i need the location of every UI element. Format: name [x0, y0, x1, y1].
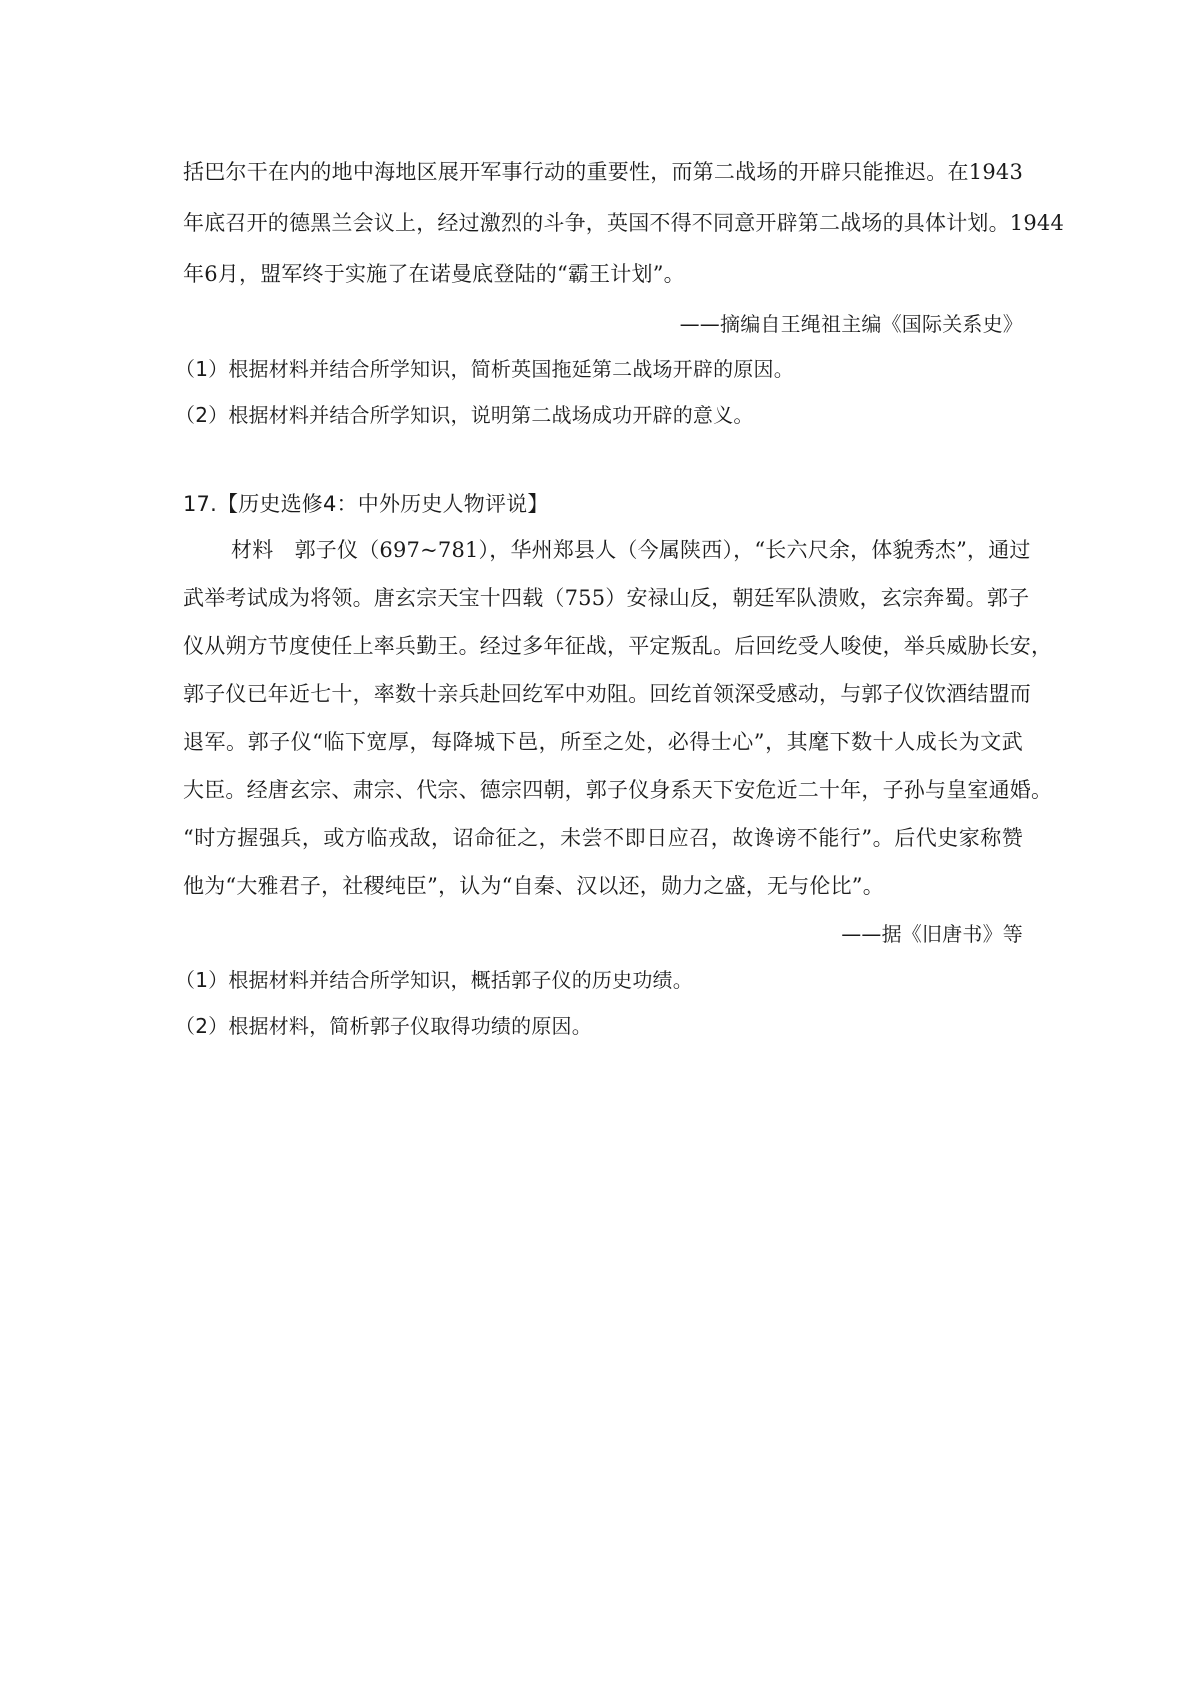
passage1-line-1: 括巴尔干在内的地中海地区展开军事行动的重要性，而第二战场的开辟只能推迟。在1943 — [183, 160, 1023, 184]
section17-line-8: 他为“大雅君子，社稷纯臣”，认为“自秦、汉以还，勋力之盛，无与伦比”。 — [183, 874, 884, 898]
question-17-2: （2）根据材料，简析郭子仪取得功绩的原因。 — [175, 1014, 592, 1038]
question-1-1: （1）根据材料并结合所学知识，简析英国拖延第二战场开辟的原因。 — [175, 357, 794, 381]
question-17-1: （1）根据材料并结合所学知识，概括郭子仪的历史功绩。 — [175, 968, 693, 992]
section17-line-4: 郭子仪已年近七十，率数十亲兵赴回纥军中劝阻。回纥首领深受感动，与郭子仪饮酒结盟而 — [183, 682, 1031, 706]
section17-line-1: 材料 郭子仪（697~781），华州郑县人（今属陕西），“长六尺余，体貌秀杰”，通过 — [231, 538, 1031, 562]
question-1-2: （2）根据材料并结合所学知识，说明第二战场成功开辟的意义。 — [175, 403, 754, 427]
section17-line-6: 大臣。经唐玄宗、肃宗、代宗、德宗四朝，郭子仪身系天下安危近二十年，子孙与皇室通婚。 — [183, 778, 1053, 802]
passage1-source: ——摘编自王绳祖主编《国际关系史》 — [679, 312, 1023, 336]
section17-source: ——据《旧唐书》等 — [841, 922, 1023, 946]
section17-line-7: “时方握强兵，或方临戎敌，诏命征之，未尝不即日应召，故谗谤不能行”。后代史家称赞 — [183, 826, 1023, 850]
passage1-line-2: 年底召开的德黑兰会议上，经过激烈的斗争，英国不得不同意开辟第二战场的具体计划。1944 — [183, 211, 1065, 235]
section17-line-5: 退军。郭子仪“临下宽厚，每降城下邑，所至之处，必得士心”，其麾下数十人成长为文武 — [183, 730, 1023, 754]
section17-line-3: 仪从朔方节度使任上率兵勤王。经过多年征战，平定叛乱。后回纥受人唆使，举兵威胁长安， — [183, 634, 1053, 658]
passage1-line-3: 年6月，盟军终于实施了在诺曼底登陆的“霸王计划”。 — [183, 262, 685, 286]
section17-line-2: 武举考试成为将领。唐玄宗天宝十四载（755）安禄山反，朝廷军队溃败，玄宗奔蜀。郭子 — [183, 586, 1030, 610]
section-17-heading: 17.【历史选修4：中外历史人物评说】 — [183, 492, 549, 516]
